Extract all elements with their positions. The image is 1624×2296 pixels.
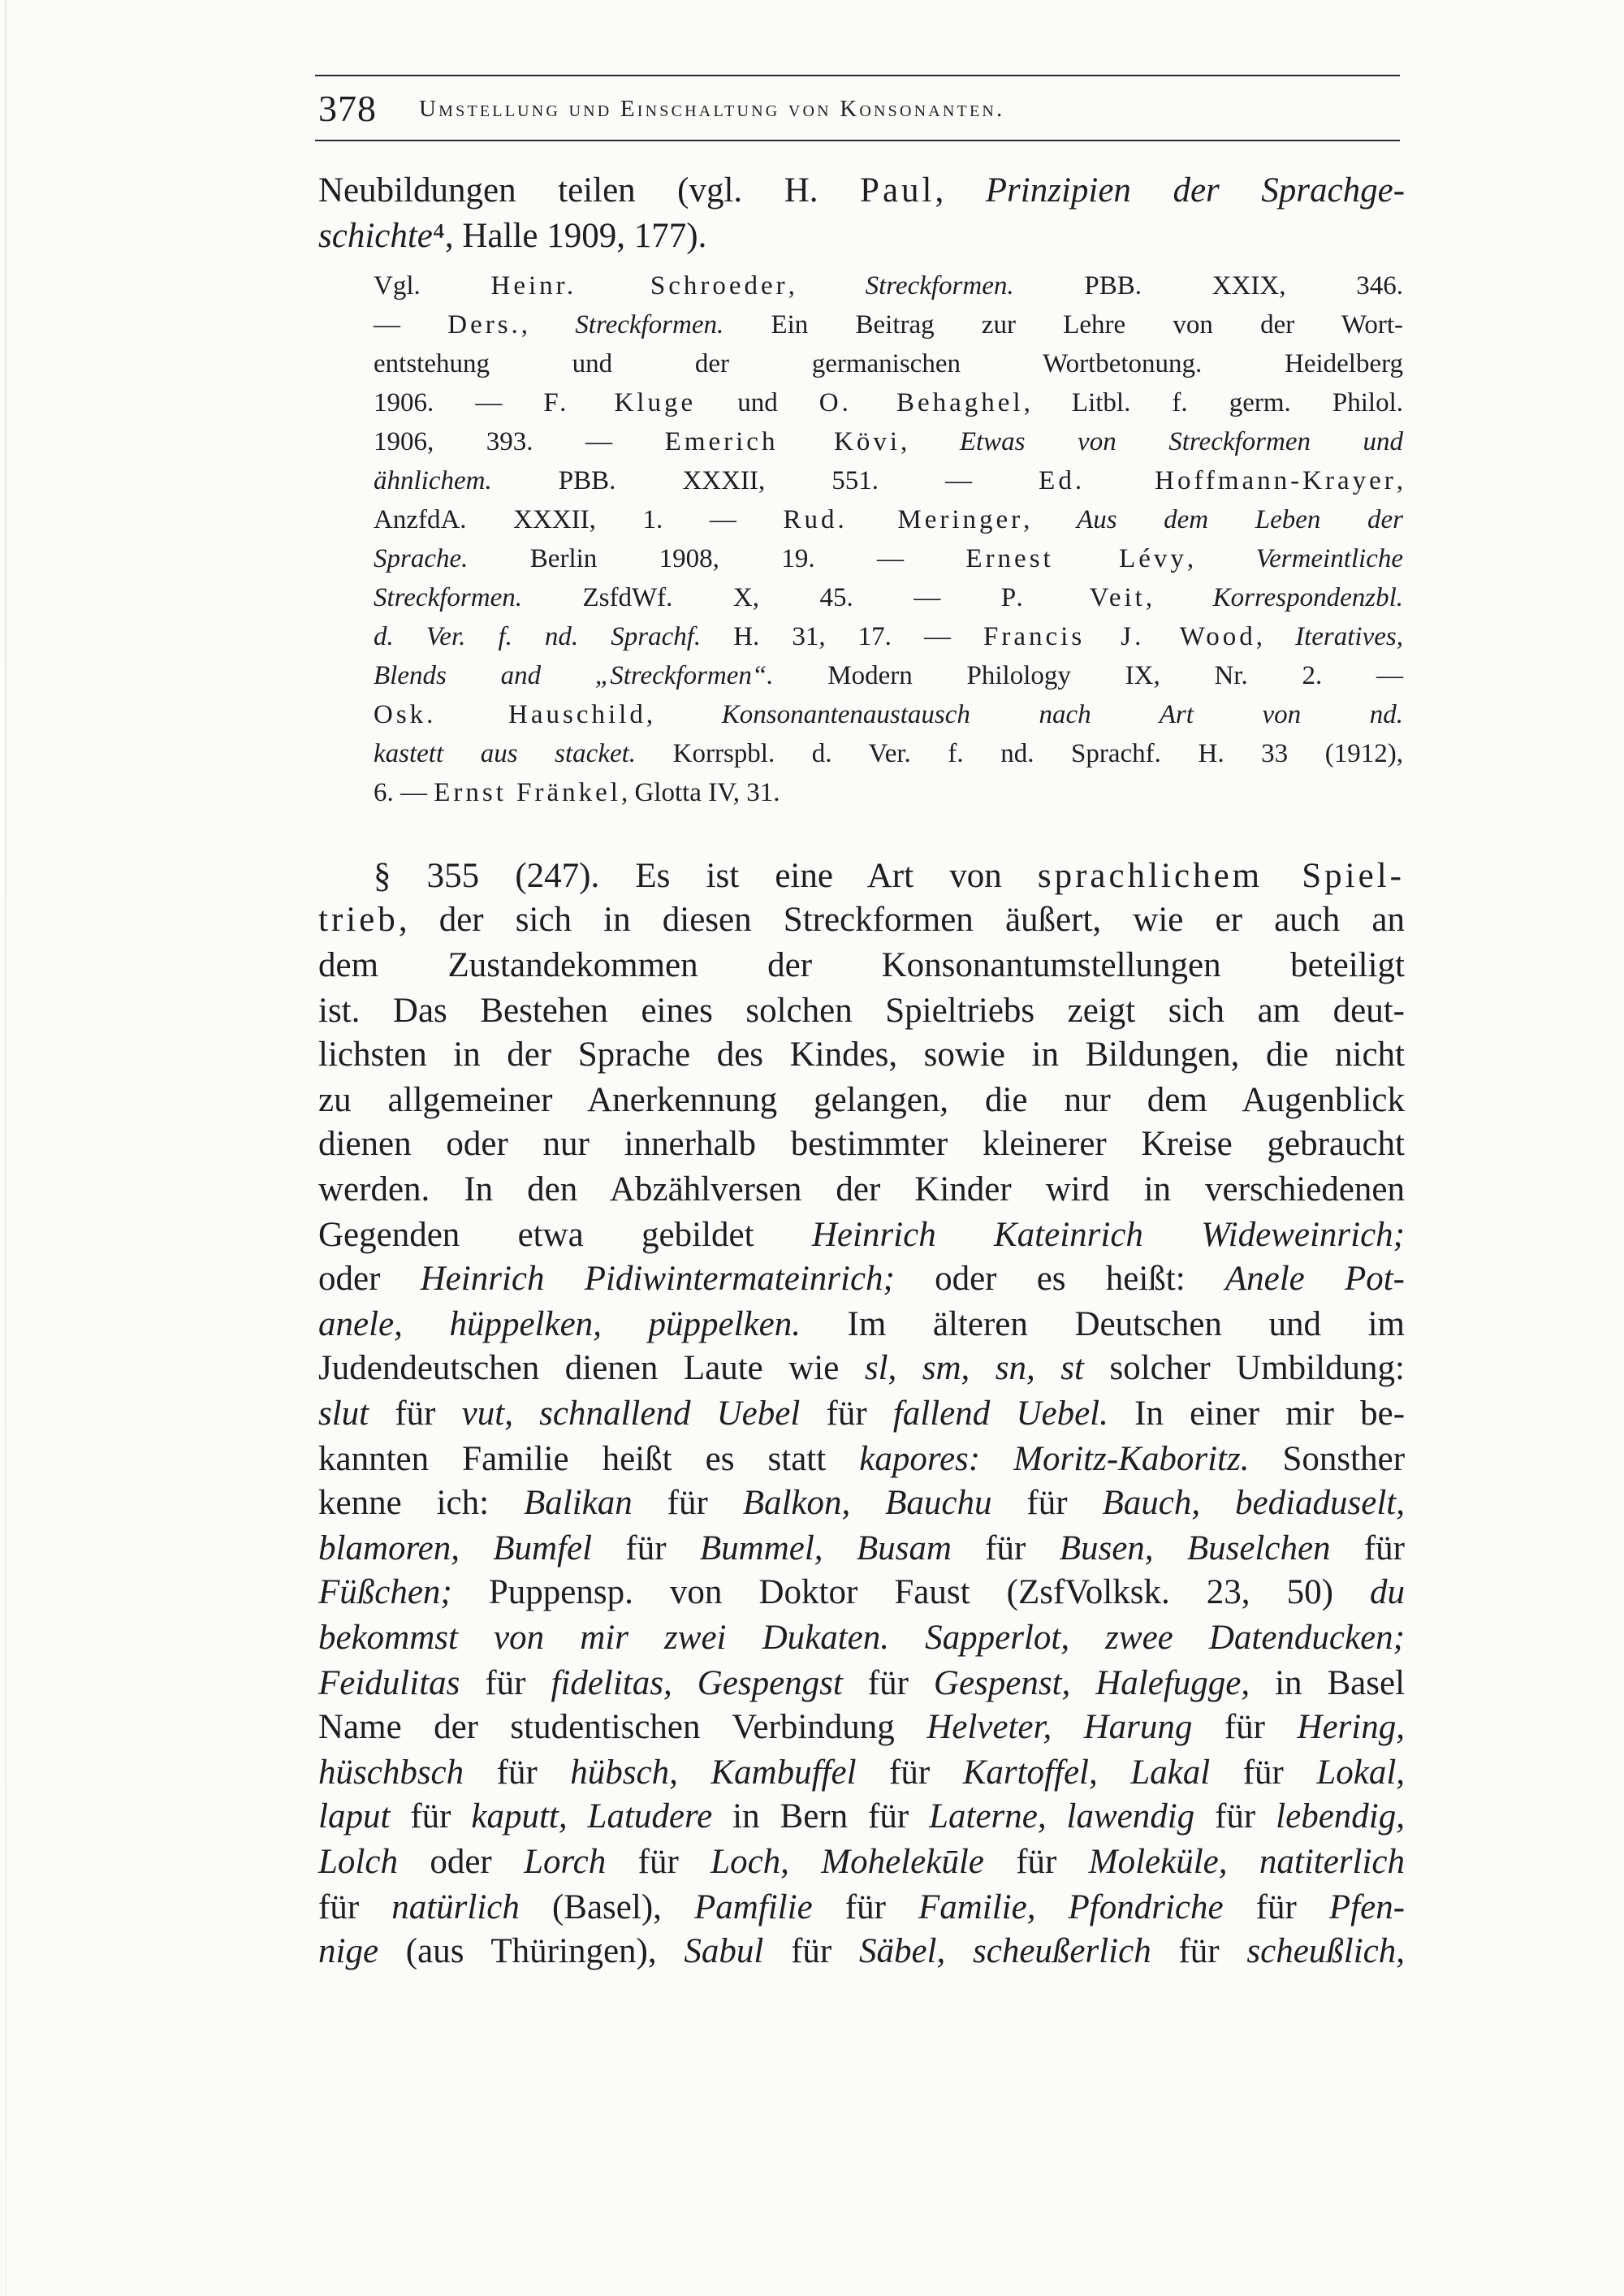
italic-text: blamoren, Bumfel — [318, 1529, 593, 1567]
body-text-line — [318, 1257, 1405, 1301]
text-run: Korrspbl. d. Ver. f. nd. Sprachf. H. 33 (1912), — [636, 739, 1404, 768]
text-run: in Bern für — [712, 1797, 930, 1836]
italic-text: Balikan — [523, 1484, 633, 1522]
body-text-line — [318, 1751, 1405, 1795]
italic-text: Bauch, bediaduselt, — [1102, 1484, 1405, 1522]
italic-text: fidelitas, Gespengst — [551, 1664, 843, 1702]
italic-text: Pfen- — [1328, 1888, 1406, 1926]
italic-text: natürlich — [391, 1888, 520, 1926]
bibliography-line — [374, 619, 1403, 655]
italic-text: scheußlich, — [1246, 1932, 1406, 1970]
spaced-name-text: F. Kluge — [543, 388, 697, 417]
text-run: PBB. XXXII, 551. — — [491, 466, 1039, 495]
text-run: Modern Philology IX, Nr. 2. — — [773, 661, 1403, 690]
text-run: für — [1223, 1888, 1329, 1926]
text-run: werden. In den Abzählversen der Kinder wird in verschiedenen — [318, 1170, 1405, 1209]
spaced-name-text: trieb — [318, 901, 399, 939]
text-run: kannten Familie heißt es statt — [318, 1440, 860, 1478]
italic-text: kastett aus stacket. — [374, 739, 637, 768]
spaced-name-text: sprachlichem Spiel- — [1037, 857, 1405, 895]
bibliography-line — [374, 346, 1403, 382]
text-run: für — [460, 1664, 551, 1702]
italic-text: Pamfilie — [693, 1888, 813, 1926]
text-run: und — [696, 388, 819, 417]
body-text-line — [318, 1481, 1405, 1525]
body-text-line — [318, 1930, 1405, 1974]
text-run: für — [369, 1394, 462, 1433]
italic-text: Anele Pot- — [1224, 1260, 1406, 1298]
text-run: für — [842, 1664, 934, 1702]
spaced-name-text: Rud. Meringer — [783, 505, 1024, 534]
spaced-name-text: Ed. Hoffmann-Krayer — [1039, 466, 1397, 495]
text-run: für — [800, 1394, 893, 1433]
italic-text: Etwas von Streckformen und — [959, 427, 1404, 456]
italic-text: Blends and „Streckformen“. — [374, 661, 774, 690]
text-run: oder es heißt: — [894, 1260, 1225, 1298]
body-text-line — [318, 1662, 1405, 1706]
text-run: für — [1210, 1753, 1317, 1792]
italic-text: du — [1370, 1573, 1405, 1611]
italic-text: vut, schnallend Uebel — [461, 1394, 801, 1433]
body-text-line — [318, 1122, 1405, 1166]
italic-text: d. Ver. f. nd. Sprachf. — [374, 622, 702, 651]
scan-edge — [5, 0, 6, 2296]
italic-text: Helveter, Harung — [926, 1708, 1193, 1746]
italic-text: hüschbsch — [318, 1753, 464, 1792]
bibliography-line — [374, 502, 1403, 538]
text-run: für — [983, 1843, 1089, 1881]
header-rule-top — [315, 75, 1400, 76]
bibliography-line — [374, 697, 1403, 733]
italic-text: Loch, Mohelekūle — [710, 1843, 984, 1881]
body-text-line — [318, 1527, 1405, 1571]
italic-text: Streckformen. — [865, 271, 1014, 301]
text-run: PBB. XXIX, 346. — [1013, 271, 1404, 301]
italic-text: Iteratives, — [1295, 622, 1403, 651]
text-run: für — [1194, 1797, 1276, 1836]
text-run: , — [520, 310, 576, 339]
italic-text: laput — [318, 1797, 391, 1836]
text-run: , — [1145, 583, 1213, 612]
text-run: Im älteren Deutschen und im — [800, 1305, 1405, 1343]
text-run: für — [464, 1753, 571, 1792]
spaced-name-text: Emerich Kövi — [664, 427, 901, 456]
italic-text: fallend Uebel. — [892, 1394, 1108, 1433]
body-text-line — [318, 169, 1405, 213]
text-run: ist. Das Bestehen eines solchen Spieltriebs zeigt sich am deut- — [318, 992, 1405, 1030]
text-run: oder — [397, 1843, 525, 1881]
italic-text: Hering, — [1297, 1708, 1405, 1746]
running-title: Umstellung und Einschaltung von Konsonanten. — [419, 96, 1005, 122]
italic-text: kaputt, Latudere — [471, 1797, 713, 1836]
text-run: für — [632, 1484, 743, 1522]
text-run: In einer mir be- — [1108, 1394, 1406, 1433]
body-text-line — [318, 1347, 1405, 1390]
italic-text: Busen, Buselchen — [1059, 1529, 1331, 1567]
text-run: (aus Thüringen), — [378, 1932, 685, 1970]
italic-text: nige — [318, 1932, 379, 1970]
bibliography-line — [374, 385, 1403, 421]
italic-text: Heinrich Pidiwintermateinrich; — [420, 1260, 895, 1298]
italic-text: slut — [318, 1394, 369, 1433]
text-run: für — [606, 1843, 711, 1881]
italic-text: Gespenst, Halefugge, — [933, 1664, 1250, 1702]
bibliography-line — [374, 580, 1403, 616]
spaced-name-text: Francis J. Wood — [983, 622, 1256, 651]
text-run: , — [788, 271, 866, 301]
text-run: für — [856, 1753, 963, 1792]
text-run: , — [901, 427, 960, 456]
text-run: Name der studentischen Verbindung — [318, 1708, 927, 1746]
text-run: 1906, 393. — — [374, 427, 665, 456]
text-run: dienen oder nur innerhalb bestimmter kleinerer Kreise gebraucht — [318, 1125, 1405, 1163]
body-text-line — [318, 1795, 1405, 1839]
italic-text: Feidulitas — [318, 1664, 460, 1702]
header-rule-bottom — [315, 140, 1400, 141]
italic-text: Kartoffel, Lakal — [962, 1753, 1211, 1792]
text-run: entstehung und der germanischen Wortbetonung. Heidelberg — [374, 349, 1403, 378]
italic-text: Prinzipien der Sprachge- — [985, 171, 1406, 210]
text-run: für — [592, 1529, 700, 1567]
body-text-line — [318, 1616, 1405, 1660]
text-run: § 355 (247). Es ist eine Art von — [374, 857, 1038, 895]
italic-text: Streckformen. — [575, 310, 724, 339]
text-run: , der sich in diesen Streckformen äußert, wie er auch an — [398, 901, 1405, 939]
italic-text: Lokal, — [1316, 1753, 1406, 1792]
text-run: Berlin 1908, 19. — — [468, 544, 966, 573]
text-run: , — [646, 700, 722, 729]
body-text-line — [318, 989, 1405, 1033]
italic-text: schichte — [318, 217, 433, 255]
italic-text: Bummel, Busam — [699, 1529, 952, 1567]
text-run: für — [951, 1529, 1060, 1567]
text-run: Ein Beitrag zur Lehre von der Wort- — [723, 310, 1404, 339]
body-text-line — [318, 898, 1405, 942]
text-run: für — [991, 1484, 1103, 1522]
text-run: — — [374, 310, 448, 339]
text-run: für — [390, 1797, 472, 1836]
bibliography-line — [374, 736, 1403, 772]
body-text-line — [318, 1303, 1405, 1347]
text-run: H. 31, 17. — — [701, 622, 984, 651]
text-run: ⁴, Halle 1909, 177). — [432, 217, 707, 255]
text-run: oder — [318, 1260, 421, 1298]
text-run: , — [1396, 466, 1404, 495]
body-text-line — [318, 1571, 1405, 1615]
text-run: dem Zustandekommen der Konsonantumstellungen beteiligt — [318, 946, 1405, 984]
italic-text: anele, hüppelken, püppelken. — [318, 1305, 801, 1343]
text-run: , — [935, 171, 986, 210]
body-text-line — [318, 1392, 1405, 1436]
bibliography-line — [374, 268, 1403, 304]
text-run: für — [1192, 1708, 1298, 1746]
body-text-line — [318, 1033, 1405, 1077]
text-run: AnzfdA. XXXII, 1. — — [374, 505, 784, 534]
text-run: Judendeutschen dienen Laute wie — [318, 1349, 865, 1387]
text-run: ZsfdWf. X, 45. — — [521, 583, 1001, 612]
body-text-line — [374, 854, 1405, 898]
italic-text: Moleküle, natiterlich — [1088, 1843, 1406, 1881]
italic-text: Füßchen; — [318, 1573, 452, 1611]
text-run: , — [1023, 505, 1078, 534]
italic-text: Lolch — [318, 1843, 398, 1881]
body-text-line — [318, 1079, 1405, 1122]
text-run: , Litbl. f. germ. Philol. — [1023, 388, 1404, 417]
text-run: , — [1186, 544, 1256, 573]
italic-text: Balkon, Bauchu — [742, 1484, 992, 1522]
italic-text: Heinrich Kateinrich Wideweinrich; — [811, 1216, 1405, 1254]
italic-text: ähnlichem. — [374, 466, 492, 495]
spaced-name-text: Paul — [860, 171, 935, 210]
body-text-line — [318, 1438, 1405, 1481]
text-run: für — [318, 1888, 392, 1926]
text-run: für — [1330, 1529, 1406, 1567]
text-run: Gegenden etwa gebildet — [318, 1216, 812, 1254]
italic-text: Sprache. — [374, 544, 469, 573]
italic-text: Vermeintliche — [1255, 544, 1404, 573]
italic-text: Sabul — [684, 1932, 764, 1970]
body-text-line — [318, 214, 1405, 258]
spaced-name-text: Ernst Fränkel — [434, 778, 621, 807]
text-run: (Basel), — [519, 1888, 694, 1926]
spaced-name-text: Ders. — [447, 310, 521, 339]
body-text-line — [318, 1840, 1405, 1884]
spaced-name-text: Osk. Hauschild — [374, 700, 646, 729]
text-run: für — [763, 1932, 859, 1970]
italic-text: hübsch, Kambuffel — [570, 1753, 857, 1792]
body-text-line — [318, 1168, 1405, 1212]
italic-text: Laterne, lawendig — [929, 1797, 1195, 1836]
italic-text: kapores: Moritz-Kaboritz. — [859, 1440, 1250, 1478]
spaced-name-text: Heinr. Schroeder — [490, 271, 788, 301]
bibliography-line — [374, 307, 1403, 343]
text-run: Sonsther — [1249, 1440, 1406, 1478]
italic-text: Säbel, scheußerlich — [858, 1932, 1151, 1970]
text-run: solcher Umbildung: — [1083, 1349, 1405, 1387]
italic-text: Konsonantenaustausch nach Art von nd. — [721, 700, 1403, 729]
text-run: 1906. — — [374, 388, 544, 417]
text-run: zu allgemeiner Anerkennung gelangen, die nur dem Augenblick — [318, 1081, 1405, 1119]
spaced-name-text: O. Behaghel — [818, 388, 1024, 417]
spaced-name-text: P. Veit — [1000, 583, 1146, 612]
italic-text: Korrespondenzbl. — [1212, 583, 1404, 612]
italic-text: Aus dem Leben der — [1077, 505, 1404, 534]
text-run: Neubildungen teilen (vgl. H. — [318, 171, 861, 210]
text-run: für — [812, 1888, 918, 1926]
italic-text: Streckformen. — [374, 583, 522, 612]
italic-text: Lorch — [524, 1843, 607, 1881]
text-run: Puppensp. von Doktor Faust (ZsfVolksk. 23, 50) — [451, 1573, 1370, 1611]
body-text-line — [318, 1886, 1405, 1930]
body-text-line — [318, 944, 1405, 988]
text-run: für — [1151, 1932, 1247, 1970]
italic-text: bekommst von mir zwei Dukaten. Sapperlot, zwee Datenducken; — [318, 1619, 1405, 1657]
italic-text: sl, sm, sn, st — [864, 1349, 1084, 1387]
page-number: 378 — [318, 88, 377, 129]
bibliography-line — [374, 424, 1403, 460]
text-run: , — [1255, 622, 1296, 651]
bibliography-line — [374, 775, 1403, 811]
bibliography-line — [374, 658, 1403, 694]
text-run: lichsten in der Sprache des Kindes, sowie in Bildungen, die nicht — [318, 1036, 1405, 1074]
text-run: kenne ich: — [318, 1484, 524, 1522]
body-text-line — [318, 1706, 1405, 1749]
text-run: Vgl. — [374, 271, 491, 301]
bibliography-line — [374, 541, 1403, 577]
text-run: 6. — — [374, 778, 434, 807]
italic-text: Familie, Pfondriche — [918, 1888, 1224, 1926]
italic-text: lebendig, — [1276, 1797, 1405, 1836]
text-run: in Basel — [1250, 1664, 1406, 1702]
text-run: , Glotta IV, 31. — [620, 778, 780, 807]
bibliography-line — [374, 463, 1403, 499]
spaced-name-text: Ernest Lévy — [965, 544, 1187, 573]
body-text-line — [318, 1213, 1405, 1257]
